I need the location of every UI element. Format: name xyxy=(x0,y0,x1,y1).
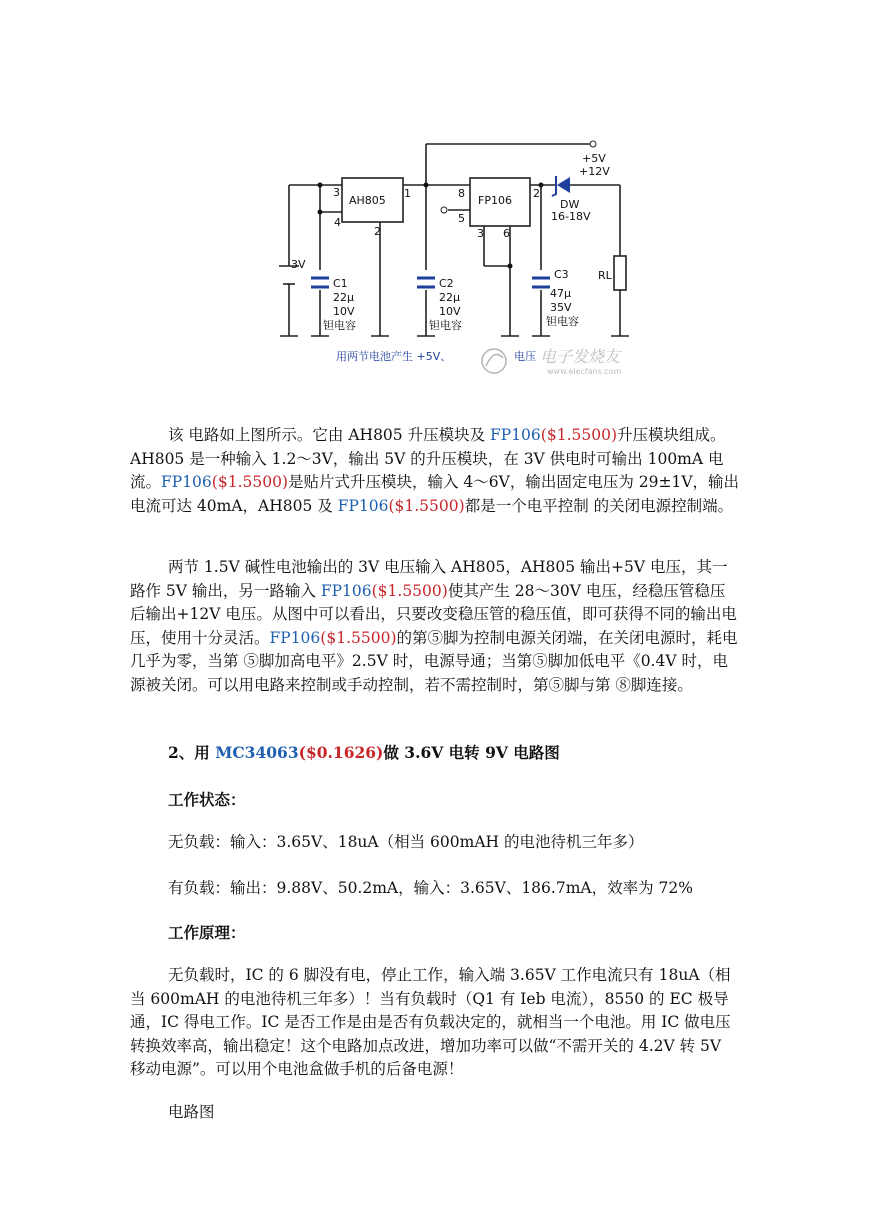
price: ($1.5500) xyxy=(211,473,288,491)
text: 2、用 xyxy=(168,743,216,762)
figure-caption: 用两节电池产生 +5V、 xyxy=(336,350,452,363)
c1-voltage: 10V xyxy=(333,305,355,318)
c3-type: 钽电容 xyxy=(546,315,579,328)
price: ($1.5500) xyxy=(320,628,397,647)
c2-voltage: 10V xyxy=(439,305,461,318)
paragraph-intro xyxy=(130,424,740,518)
price: ($1.5500) xyxy=(371,581,448,600)
out-12v-label: +12V xyxy=(579,165,610,178)
watermark-logo xyxy=(482,347,622,376)
watermark-brand: 电子发烧友 xyxy=(540,347,621,366)
circuit-diagram xyxy=(262,134,642,384)
c1-label: C1 xyxy=(333,277,348,290)
text: 都是一个电平控制 的关闭电源控制端。 xyxy=(464,496,734,515)
paragraph-operation xyxy=(130,556,740,697)
out-5v-label: +5V xyxy=(582,152,606,165)
product-link[interactable]: FP106 xyxy=(490,426,541,444)
text: 做 3.6V 电转 9V 电路图 xyxy=(383,743,560,762)
pin-label: 1 xyxy=(404,187,411,200)
c3-voltage: 35V xyxy=(550,301,572,314)
price: ($1.5500) xyxy=(388,496,465,515)
status-title: 工作状态： xyxy=(168,790,246,809)
zener-label: DW xyxy=(560,198,580,211)
product-link[interactable]: FP106 xyxy=(161,473,212,491)
c3-label: C3 xyxy=(554,268,569,281)
text: 该 电路如上图所示。它由 AH805 升压模块及 xyxy=(168,426,491,444)
text: 无负载时，IC 的 6 脚没有电，停止工作，输入端 3.65V 工作电流只有 18uA（相当 600mAH 的电池待机三年多）！当有负载时（Q1 有 Ieb 电流），8550 的 EC 极导通，IC 得电工作。IC 是否工作是由是否有负载决定的，就相当一个电池。用 IC 做电压转换效率高，输出稳定！这个电路加点改进，增加功率可以做“不需开关的 4.2V 转 5V 移动电源”。可以用个电池盒做手机的后备电源！ xyxy=(130,966,731,1078)
pin-label: 4 xyxy=(334,216,341,229)
text: 两节 1.5V 碱性电池输出的 3V 电压输入 AH805，AH805 输出+5V 电压，其一路作 5V 输出，另一路输入 xyxy=(130,558,728,600)
pin-label: 8 xyxy=(458,187,465,200)
watermark-url: www.elecfans.com xyxy=(547,367,622,376)
rl-label: RL xyxy=(598,269,612,282)
pin-label: 6 xyxy=(503,227,510,240)
price: ($1.5500) xyxy=(540,426,617,444)
withload-line: 有负载：输出：9.88V、50.2mA，输入：3.65V、186.7mA，效率为 72% xyxy=(168,879,693,897)
noload-line: 无负载：输入：3.65V、18uA（相当 600mAH 的电池待机三年多） xyxy=(168,833,644,851)
principle-title: 工作原理： xyxy=(168,923,246,942)
paragraph-principle xyxy=(130,964,740,1082)
pin-label: 3 xyxy=(333,186,340,199)
battery-label: 3V xyxy=(291,258,306,271)
product-link[interactable]: FP106 xyxy=(269,628,321,647)
price: ($0.1626) xyxy=(298,743,384,762)
section-heading xyxy=(168,741,560,763)
text: 升压模块组成。AH805 是一种输入 1.2～3V，输出 5V 的升压模块，在 3V 供电时可输出 100mA 电流。 xyxy=(130,426,726,491)
c1-type: 钽电容 xyxy=(323,319,356,332)
product-link[interactable]: MC34063 xyxy=(215,743,299,762)
zener-range: 16-18V xyxy=(551,210,591,223)
diagram-label: 电路图 xyxy=(168,1103,215,1121)
pin-label: 2 xyxy=(533,187,540,200)
figure-caption-end: 电压 xyxy=(514,350,536,363)
text: 使其产生 28～30V 电压，经稳压管稳压后输出+12V 电压。从图中可以看出，只要改变稳压管的稳压值，即可获得不同的输出电压，使用十分灵活。 xyxy=(130,581,737,647)
c2-type: 钽电容 xyxy=(429,319,462,332)
text: 的第⑤脚为控制电源关闭端，在关闭电源时，耗电几乎为零，当第 ⑤脚加高电平》2.5V 时，电源导通；当第⑤脚加低电平《0.4V 时，电源被关闭。可以用电路来控制或手动控制，若不需控制时，第⑤脚与第 ⑧脚连接。 xyxy=(130,628,738,694)
product-link[interactable]: FP106 xyxy=(337,496,389,515)
c3-value: 47μ xyxy=(550,287,571,300)
c2-value: 22μ xyxy=(439,291,460,304)
c2-label: C2 xyxy=(439,277,454,290)
chip-ah805: AH805 xyxy=(349,194,386,207)
chip-fp106: FP106 xyxy=(478,194,512,207)
text: 是贴片式升压模块，输入 4～6V，输出固定电压为 29±1V，输出电流可达 40mA，AH805 及 xyxy=(130,473,740,515)
pin-label: 2 xyxy=(374,225,381,238)
pin-label: 5 xyxy=(458,212,465,225)
product-link[interactable]: FP106 xyxy=(320,581,372,600)
pin-label: 3 xyxy=(477,227,484,240)
c1-value: 22μ xyxy=(333,291,354,304)
